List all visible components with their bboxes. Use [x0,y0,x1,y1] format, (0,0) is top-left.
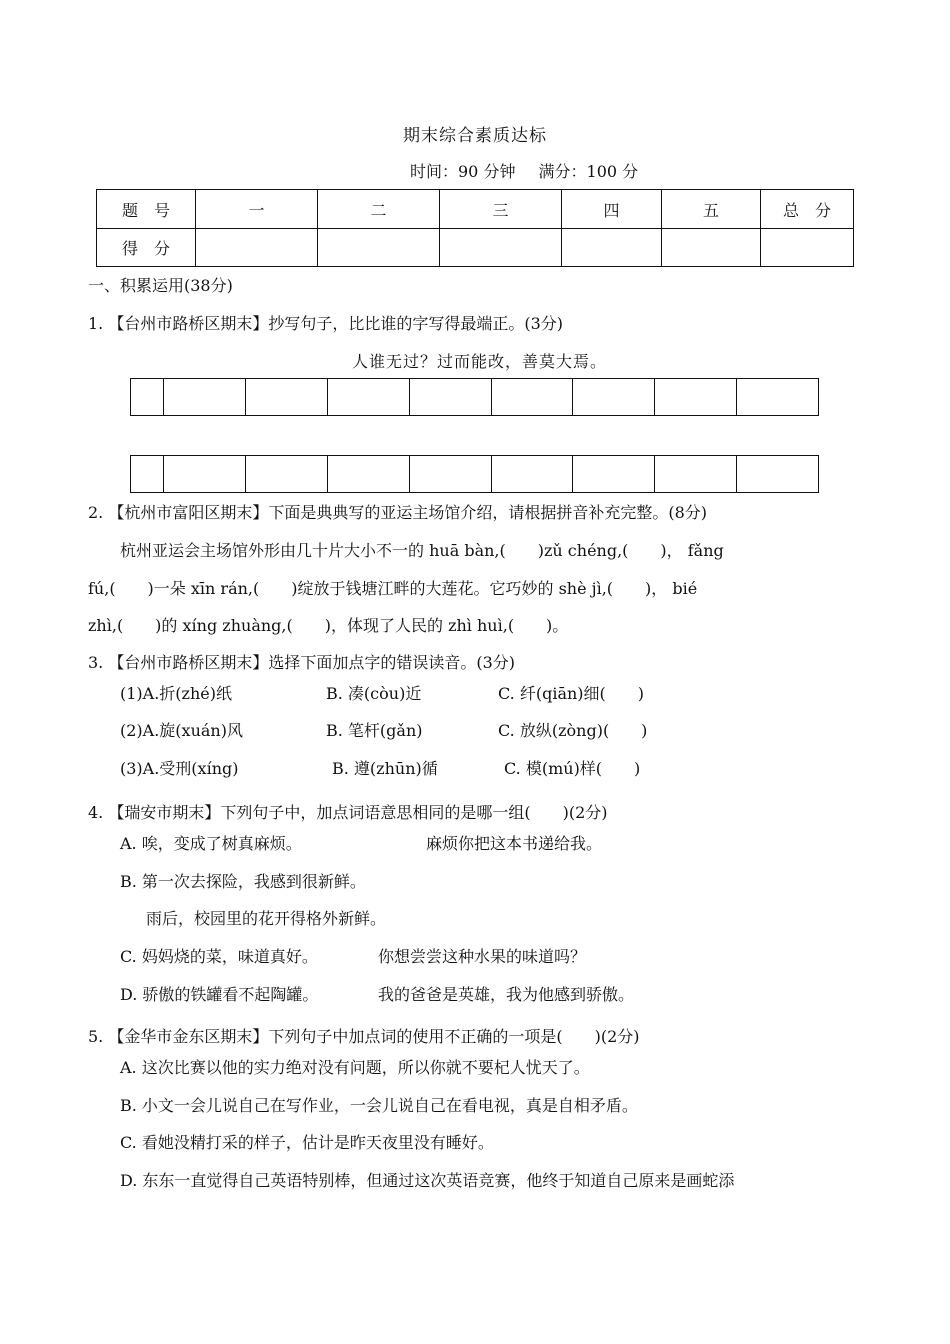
question-4-stem: 4. 【瑞安市期末】下列句子中，加点词语意思相同的是哪一组( )(2分) [88,803,608,822]
q4-option: 你想尝尝这种水果的味道吗？ [378,947,587,966]
q3-option: B. 笔杆(gǎn) [326,721,423,740]
q5-option: C. 看她没精打采的样子，估计是昨天夜里没有睡好。 [120,1133,494,1152]
score-cell[interactable] [440,229,562,267]
q4-option: C. 妈妈烧的菜，味道真好。 [120,947,318,966]
score-header-cell: 五 [662,190,761,229]
question-5-stem: 5. 【金华市金东区期末】下列句子中加点词的使用不正确的一项是( )(2分) [88,1027,640,1046]
question-2-line: 杭州亚运会主场馆外形由几十片大小不一的 huā bàn,( )zǔ chéng,( )， fǎng [120,541,724,560]
question-2-line: zhì,( )的 xíng zhuàng,( )，体现了人民的 zhì huì,( )。 [88,616,569,635]
score-header-cell: 题 号 [97,190,196,229]
q3-option: (2)A.旋(xuán)风 [120,721,243,740]
score-cell[interactable] [196,229,318,267]
q4-option: 雨后，校园里的花开得格外新鲜。 [146,909,387,928]
exam-time: 时间：90 分钟 [410,162,516,181]
question-2-line: fú,( )一朵 xīn rán,( )绽放于钱塘江畔的大莲花。它巧妙的 shè jì,( )， bié [88,579,698,598]
question-3-stem: 3. 【台州市路桥区期末】选择下面加点字的错误读音。(3分) [88,653,516,672]
score-table [96,189,854,267]
exam-score: 满分：100 分 [538,162,639,181]
score-header-cell: 三 [440,190,562,229]
score-cell[interactable] [662,229,761,267]
q3-option: (3)A.受刑(xíng) [120,759,239,778]
score-cell[interactable] [562,229,662,267]
q3-option: B. 凑(còu)近 [326,684,422,703]
score-header-cell: 一 [196,190,318,229]
writing-grid[interactable] [130,455,819,493]
page-title: 期末综合素质达标 [403,126,547,146]
q3-option: C. 放纵(zòng)( ) [498,721,648,740]
copy-sentence: 人谁无过？过而能改，善莫大焉。 [352,352,608,371]
q4-option: A. 唉，变成了树真麻烦。 [120,834,302,853]
q3-option: C. 纤(qiān)细( ) [498,684,645,703]
q5-option: B. 小文一会儿说自己在写作业，一会儿说自己在看电视，真是自相矛盾。 [120,1096,638,1115]
q4-option: 我的爸爸是英雄，我为他感到骄傲。 [378,985,635,1004]
q3-option: C. 模(mú)样( ) [504,759,641,778]
score-cell[interactable] [761,229,854,267]
question-2-stem: 2. 【杭州市富阳区期末】下面是典典写的亚运主场馆介绍，请根据拼音补充完整。(8分) [88,503,708,522]
exam-meta [410,159,656,182]
q4-option: B. 第一次去探险，我感到很新鲜。 [120,872,366,891]
score-header-cell: 总 分 [761,190,854,229]
writing-grid[interactable] [130,378,819,416]
section-heading: 一、积累运用(38分) [88,276,233,295]
q5-option: D. 东东一直觉得自己英语特别棒，但通过这次英语竞赛，他终于知道自己原来是画蛇添 [120,1171,735,1190]
score-row-label: 得 分 [97,229,196,267]
q5-option: A. 这次比赛以他的实力绝对没有问题，所以你就不要杞人忧天了。 [120,1058,590,1077]
score-cell[interactable] [318,229,440,267]
score-header-cell: 二 [318,190,440,229]
q4-option: 麻烦你把这本书递给我。 [426,834,603,853]
q3-option: B. 遵(zhūn)循 [332,759,438,778]
q4-option: D. 骄傲的铁罐看不起陶罐。 [120,985,319,1004]
q3-option: (1)A.折(zhé)纸 [120,684,232,703]
question-1-stem: 1. 【台州市路桥区期末】抄写句子，比比谁的字写得最端正。(3分) [88,314,564,333]
score-header-cell: 四 [562,190,662,229]
